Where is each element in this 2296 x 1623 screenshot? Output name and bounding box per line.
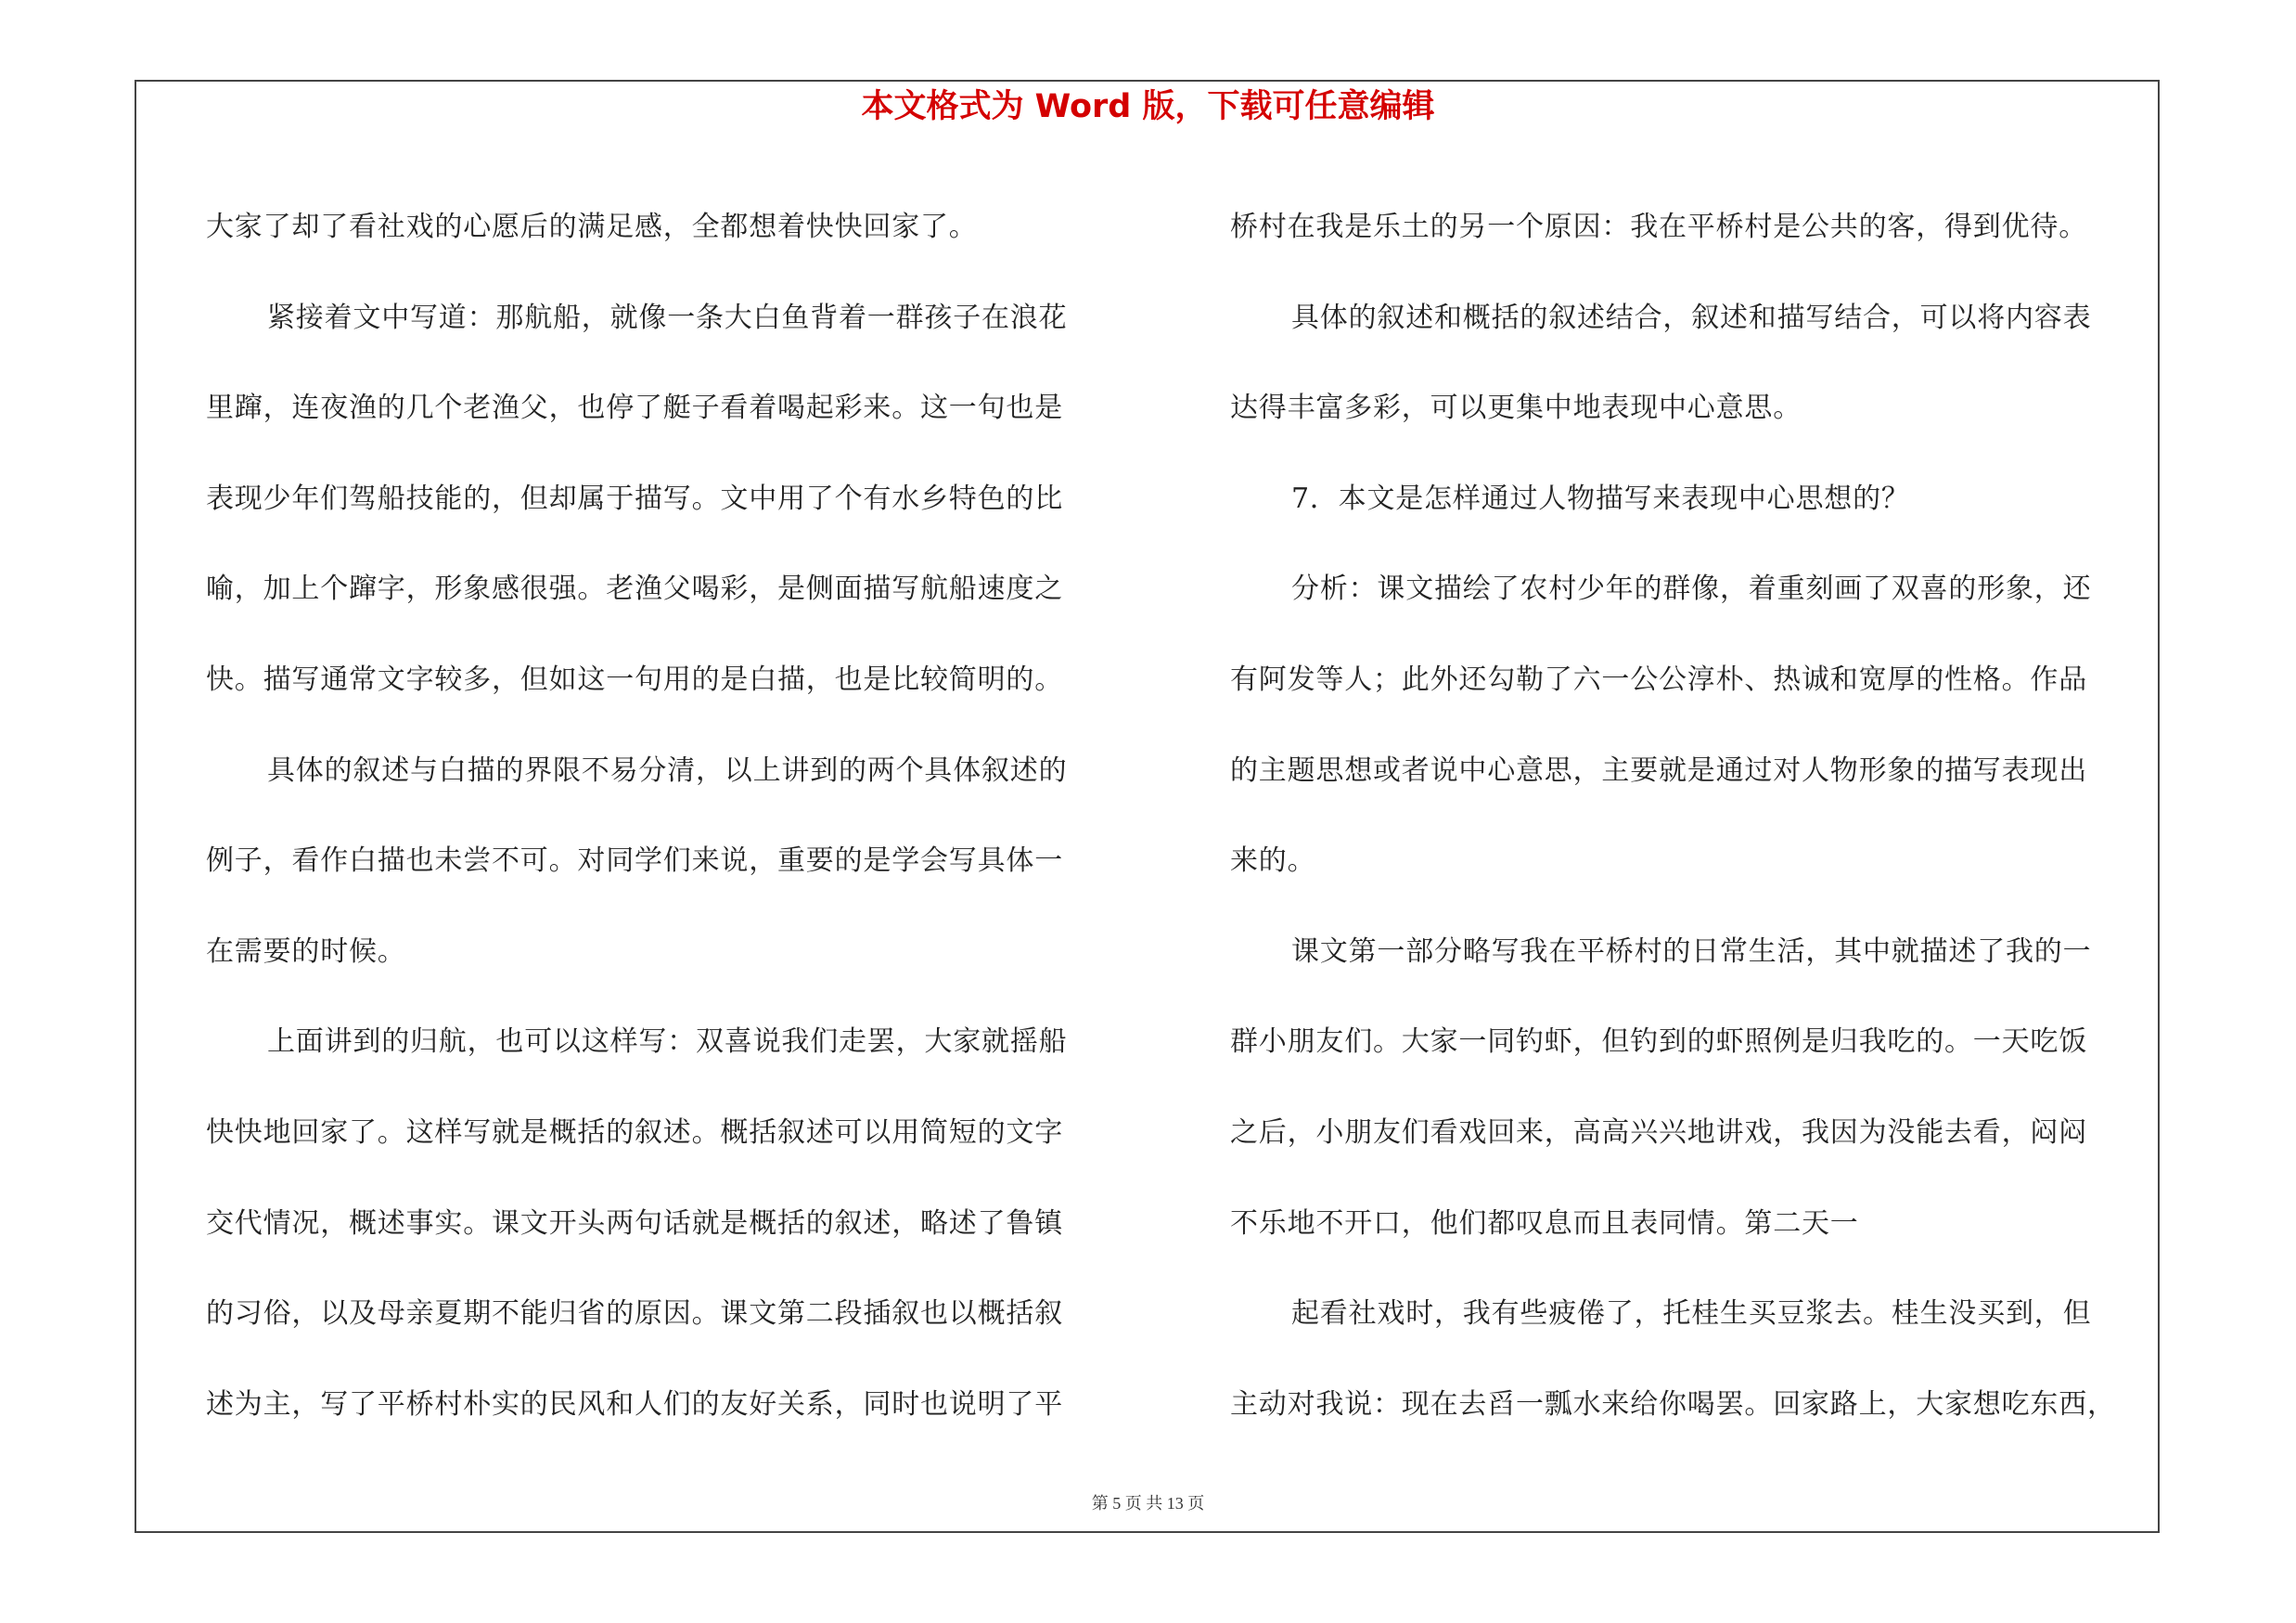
right-text-column xyxy=(1230,182,2176,1449)
text-line: 交代情况，概述事实。课文开头两句话就是概括的叙述，略述了鲁镇 xyxy=(206,1206,1063,1240)
text-line: 在需要的时候。 xyxy=(206,934,406,968)
text-line: 群小朋友们。大家一同钓虾，但钓到的虾照例是归我吃的。一天吃饭 xyxy=(1230,1025,2087,1059)
page-number: 第 5 页 共 13 页 xyxy=(1091,1494,1205,1513)
text-line: 紧接着文中写道：那航船，就像一条大白鱼背着一群孩子在浪花 xyxy=(267,301,1068,334)
text-line: 的主题思想或者说中心意思，主要就是通过对人物形象的描写表现出 xyxy=(1230,754,2087,787)
text-line: 快。描写通常文字较多，但如这一句用的是白描，也是比较简明的。 xyxy=(206,663,1063,696)
text-line: 大家了却了看社戏的心愿后的满足感，全都想着快快回家了。 xyxy=(206,211,978,243)
text-line: 喻，加上个蹿字，形象感很强。老渔父喝彩，是侧面描写航船速度之 xyxy=(206,573,1063,606)
text-line: 的习俗，以及母亲夏期不能归省的原因。课文第二段插叙也以概括叙 xyxy=(206,1297,1063,1331)
text-line: 达得丰富多彩，可以更集中地表现中心意思。 xyxy=(1230,392,1802,425)
text-line: 桥村在我是乐土的另一个原因：我在平桥村是公共的客，得到优待。 xyxy=(1230,211,2087,243)
text-line: 不乐地不开口，他们都叹息而且表同情。第二天一 xyxy=(1230,1206,1859,1240)
text-line: 来的。 xyxy=(1230,844,1316,878)
text-line: 之后，小朋友们看戏回来，高高兴兴地讲戏，我因为没能去看，闷闷 xyxy=(1230,1115,2087,1149)
text-line: 主动对我说：现在去舀一瓢水来给你喝罢。回家路上，大家想吃东西， xyxy=(1230,1387,2116,1421)
left-text-column xyxy=(206,182,1143,1449)
word-format-banner: 本文格式为 Word 版，下载可任意编辑 xyxy=(861,88,1435,125)
text-line: 具体的叙述和概括的叙述结合，叙述和描写结合，可以将内容表 xyxy=(1291,301,2092,334)
text-line: 有阿发等人；此外还勾勒了六一公公淳朴、热诚和宽厚的性格。作品 xyxy=(1230,663,2087,696)
text-line: 述为主，写了平桥村朴实的民风和人们的友好关系，同时也说明了平 xyxy=(206,1387,1063,1421)
text-line: 起看社戏时，我有些疲倦了，托桂生买豆浆去。桂生没买到，但 xyxy=(1291,1297,2092,1331)
text-line: 课文第一部分略写我在平桥村的日常生活，其中就描述了我的一 xyxy=(1291,934,2092,968)
question-heading: 7．本文是怎样通过人物描写来表现中心思想的？ xyxy=(1291,482,1910,515)
text-line: 分析：课文描绘了农村少年的群像，着重刻画了双喜的形象，还 xyxy=(1291,573,2092,606)
text-line: 快快地回家了。这样写就是概括的叙述。概括叙述可以用简短的文字 xyxy=(206,1115,1063,1149)
text-line: 表现少年们驾船技能的，但却属于描写。文中用了个有水乡特色的比 xyxy=(206,482,1063,515)
text-line: 里蹿，连夜渔的几个老渔父，也停了艇子看着喝起彩来。这一句也是 xyxy=(206,392,1063,425)
text-line: 上面讲到的归航，也可以这样写：双喜说我们走罢，大家就摇船 xyxy=(267,1025,1068,1059)
text-line: 例子，看作白描也未尝不可。对同学们来说，重要的是学会写具体一 xyxy=(206,844,1063,878)
text-line: 具体的叙述与白描的界限不易分清，以上讲到的两个具体叙述的 xyxy=(267,754,1068,787)
